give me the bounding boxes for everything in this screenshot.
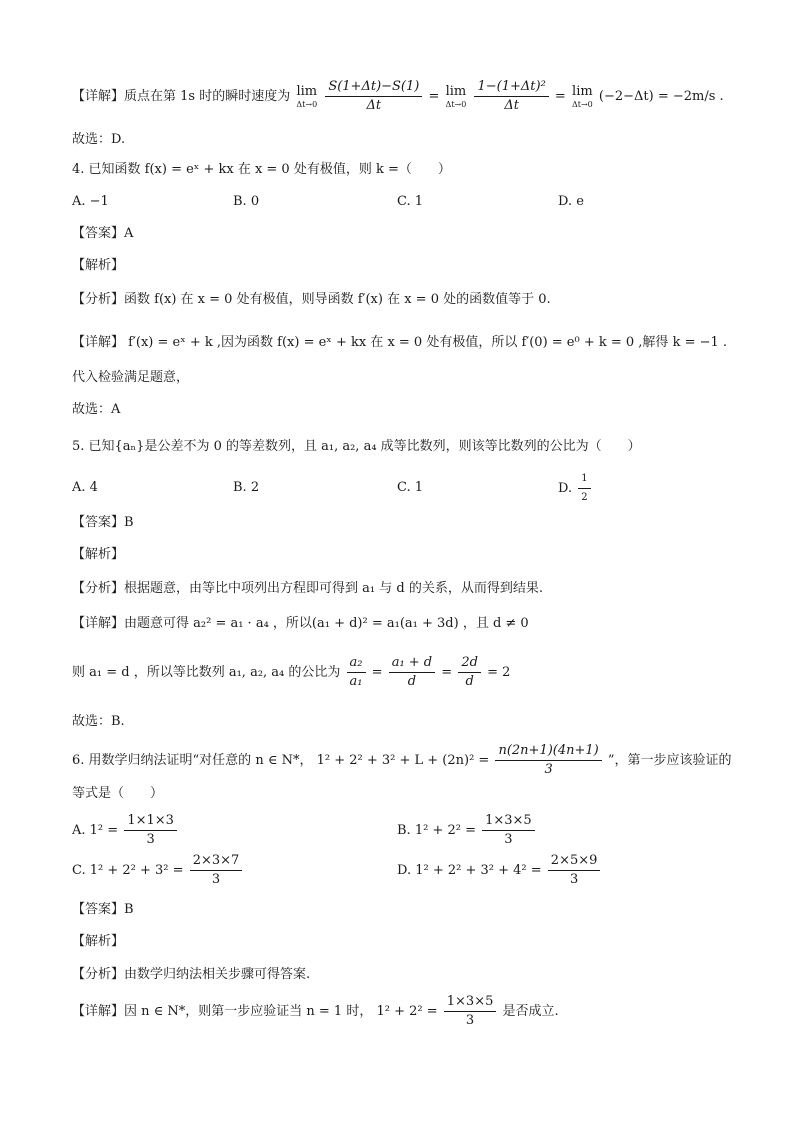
q6-answer: 【答案】B <box>72 902 134 917</box>
q6-option-d: D. 1² + 2² + 3² + 4² = $\frac{2\times 5\times 9}{3}$ <box>397 852 602 889</box>
q5-option-a: A. 4 <box>72 480 98 495</box>
q5-ratio-line: 则 a₁ = d ，所以等比数列 a₁, a₂, a₄ 的公比为 $\frac{\text{a₂}}{\text{a₁}}$ = $\frac{\text{a₁ + d}}{d}$ = $\frac{2d}{d}$ = 2 <box>72 655 511 689</box>
q6-analysis-tag: 【解析】 <box>72 934 125 949</box>
q4-choose: 故选：A <box>72 402 121 417</box>
limit-1: lim Δt→0 <box>296 84 318 109</box>
q4-option-c: C. 1 <box>397 194 424 209</box>
q5-option-d: D. $\frac{1}{2}$ <box>558 470 593 507</box>
detail-text: 质点在第 1s 时的瞬时速度为 <box>124 89 291 104</box>
q6-option-b: B. 1² + 2² = $\frac{1\times 3\times 5}{3}$ <box>397 812 537 849</box>
detail-tag: 【详解】 <box>72 89 125 104</box>
limit-3: lim Δt→0 <box>571 84 593 109</box>
limit-2: lim Δt→0 <box>445 84 467 109</box>
q4-analysis: 【分析】函数 f(x) 在 x = 0 处有极值，则导函数 f′(x) 在 x = 0 处的函数值等于 0. <box>72 292 551 307</box>
q5-option-c: C. 1 <box>397 480 424 495</box>
fraction-1: $\frac{S(1+\Delta t)-S(1)}{\Delta t}$ <box>325 78 422 115</box>
q5-option-b: B. 2 <box>233 480 260 495</box>
q4-detail: 【详解】 f′(x) = eˣ + k ,因为函数 f(x) = eˣ + kx 在 x = 0 处有极值，所以 f′(0) = e⁰ + k = 0 ,解得 k = −1 . <box>72 335 728 350</box>
q4-stem: 4. 已知函数 f(x) = eˣ + kx 在 x = 0 处有极值，则 k =（ ） <box>72 162 451 177</box>
q5-stem: 5. 已知{aₙ}是公差不为 0 的等差数列，且 a₁, a₂, a₄ 成等比数列，则该等比数列的公比为（ ） <box>72 439 641 454</box>
q6-stem-2: 等式是（ ） <box>72 786 164 801</box>
q5-answer: 【答案】B <box>72 515 134 530</box>
q4-answer: 【答案】A <box>72 226 134 241</box>
q6-option-a: A. 1² = $\frac{1\times 1\times 3}{3}$ <box>72 812 179 849</box>
q3-choose: 故选：D. <box>72 132 126 147</box>
detail-tail: (−2−Δt) = −2m/s . <box>598 89 724 104</box>
q4-check: 代入检验满足题意， <box>72 370 190 385</box>
q4-option-a: A. −1 <box>72 194 109 209</box>
q4-option-d: D. e <box>558 194 584 209</box>
q5-choose: 故选：B. <box>72 714 125 729</box>
q5-detail: 【详解】由题意可得 a₂² = a₁ · a₄ ，所以(a₁ + d)² = a₁(a₁ + 3d) ，且 d ≠ 0 <box>72 616 529 631</box>
fraction-2: $\frac{\text{1−(1+Δt)²}}{\Delta t}$ <box>474 78 548 115</box>
q6-stem: 6. 用数学归纳法证明“对任意的 n ∈ N*， 1² + 2² + 3² + L + (2n)² = $\frac{n(2n+1)(4n+1)}{3}$ ”，第一步应该验证的 <box>72 743 732 777</box>
q5-analysis-tag: 【解析】 <box>72 547 125 562</box>
q3-detail-line: 【详解】质点在第 1s 时的瞬时速度为 lim Δt→0 $\frac{S(1+\Delta t)-S(1)}{\Delta t}$ = lim Δt→0 $\frac{\text{1−(1+Δt)²}}{\Delta t}$ = lim Δt→0 (−2−Δt) = −2m/s . <box>72 79 724 113</box>
q4-option-b: B. 0 <box>233 194 260 209</box>
q6-detail: 【详解】因 n ∈ N*，则第一步应验证当 n = 1 时， 1² + 2² = $\frac{1\times 3\times 5}{3}$ 是否成立. <box>72 994 559 1028</box>
q4-analysis-tag: 【解析】 <box>72 258 125 273</box>
q6-analysis: 【分析】由数学归纳法相关步骤可得答案. <box>72 967 311 982</box>
q6-option-c: C. 1² + 2² + 3² = $\frac{2\times 3\times 7}{3}$ <box>72 852 244 889</box>
q5-analysis: 【分析】根据题意，由等比中项列出方程即可得到 a₁ 与 d 的关系，从而得到结果. <box>72 581 543 596</box>
